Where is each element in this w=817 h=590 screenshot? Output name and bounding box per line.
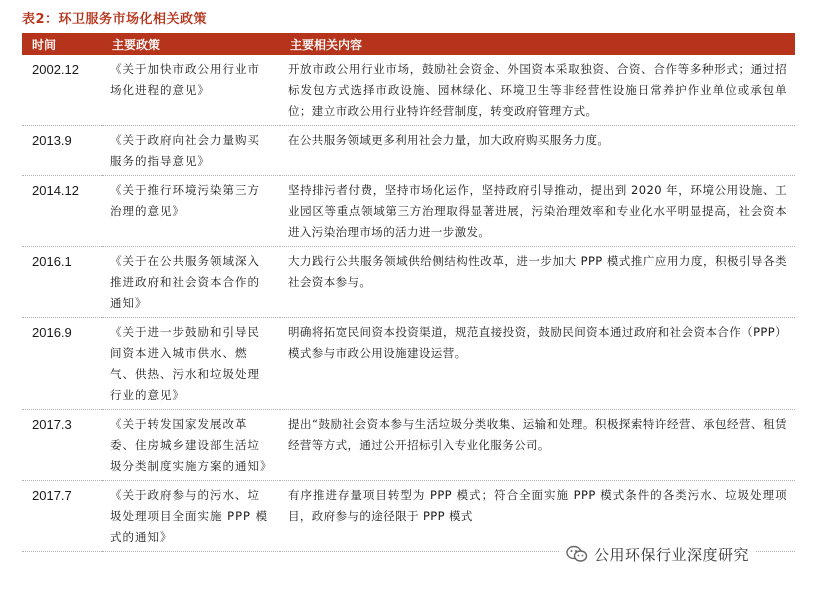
row-policy-title: 《关于推行环境污染第三方治理的意见》 <box>102 176 280 247</box>
row-policy-title: 《关于政府参与的污水、垃圾处理项目全面实施 PPP 模式的通知》 <box>102 481 280 552</box>
table-caption: 表2：环卫服务市场化相关政策 <box>22 12 208 27</box>
row-date: 2016.9 <box>22 318 102 410</box>
table-row <box>22 410 795 481</box>
row-content: 大力践行公共服务领域供给侧结构性改革，进一步加大 PPP 模式推广应用力度，积极引导各类社会资本参与。 <box>280 247 795 318</box>
row-date: 2016.1 <box>22 247 102 318</box>
header-policy: 主要政策 <box>102 33 280 55</box>
row-date: 2014.12 <box>22 176 102 247</box>
row-date: 2002.12 <box>22 55 102 126</box>
table-row <box>22 126 795 176</box>
row-content: 坚持排污者付费，坚持市场化运作，坚持政府引导推动，提出到 2020 年，环境公用设施、工业园区等重点领域第三方治理取得显著进展，污染治理效率和专业化水平明显提高，社会资本进入污染治理市场的活力进一步激发。 <box>280 176 795 247</box>
header-content: 主要相关内容 <box>280 33 795 55</box>
row-content: 有序推进存量项目转型为 PPP 模式；符合全面实施 PPP 模式条件的各类污水、垃圾处理项目，政府参与的途径限于 PPP 模式 <box>280 481 795 552</box>
row-content: 明确将拓宽民间资本投资渠道，规范直接投资，鼓励民间资本通过政府和社会资本合作（PPP）模式参与市政公用设施建设运营。 <box>280 318 795 410</box>
policy-table <box>22 33 795 552</box>
row-date: 2013.9 <box>22 126 102 176</box>
row-content: 提出“鼓励社会资本参与生活垃圾分类收集、运输和处理。积极探索特许经营、承包经营、租赁经营等方式，通过公开招标引入专业化服务公司。 <box>280 410 795 481</box>
table-row <box>22 247 795 318</box>
row-date: 2017.3 <box>22 410 102 481</box>
table-row <box>22 55 795 126</box>
wechat-watermark <box>560 541 755 567</box>
row-policy-title: 《关于在公共服务领域深入推进政府和社会资本合作的通知》 <box>102 247 280 318</box>
wechat-icon <box>566 545 588 563</box>
table-header-row <box>22 33 795 55</box>
watermark-text: 公用环保行业深度研究 <box>594 545 750 564</box>
table-row <box>22 318 795 410</box>
row-policy-title: 《关于政府向社会力量购买服务的指导意见》 <box>102 126 280 176</box>
row-date: 2017.7 <box>22 481 102 552</box>
row-policy-title: 《关于进一步鼓励和引导民间资本进入城市供水、燃气、供热、污水和垃圾处理行业的意见》 <box>102 318 280 410</box>
row-policy-title: 《关于转发国家发展改革委、住房城乡建设部生活垃圾分类制度实施方案的通知》 <box>102 410 280 481</box>
row-content: 在公共服务领域更多利用社会力量，加大政府购买服务力度。 <box>280 126 795 176</box>
row-content: 开放市政公用行业市场，鼓励社会资金、外国资本采取独资、合资、合作等多种形式；通过招标发包方式选择市政设施、园林绿化、环境卫生等非经营性设施日常养护作业单位或承包单位；建立市政公用行业特许经营制度，转变政府管理方式。 <box>280 55 795 126</box>
row-policy-title: 《关于加快市政公用行业市场化进程的意见》 <box>102 55 280 126</box>
table-row <box>22 176 795 247</box>
header-date: 时间 <box>22 33 102 55</box>
